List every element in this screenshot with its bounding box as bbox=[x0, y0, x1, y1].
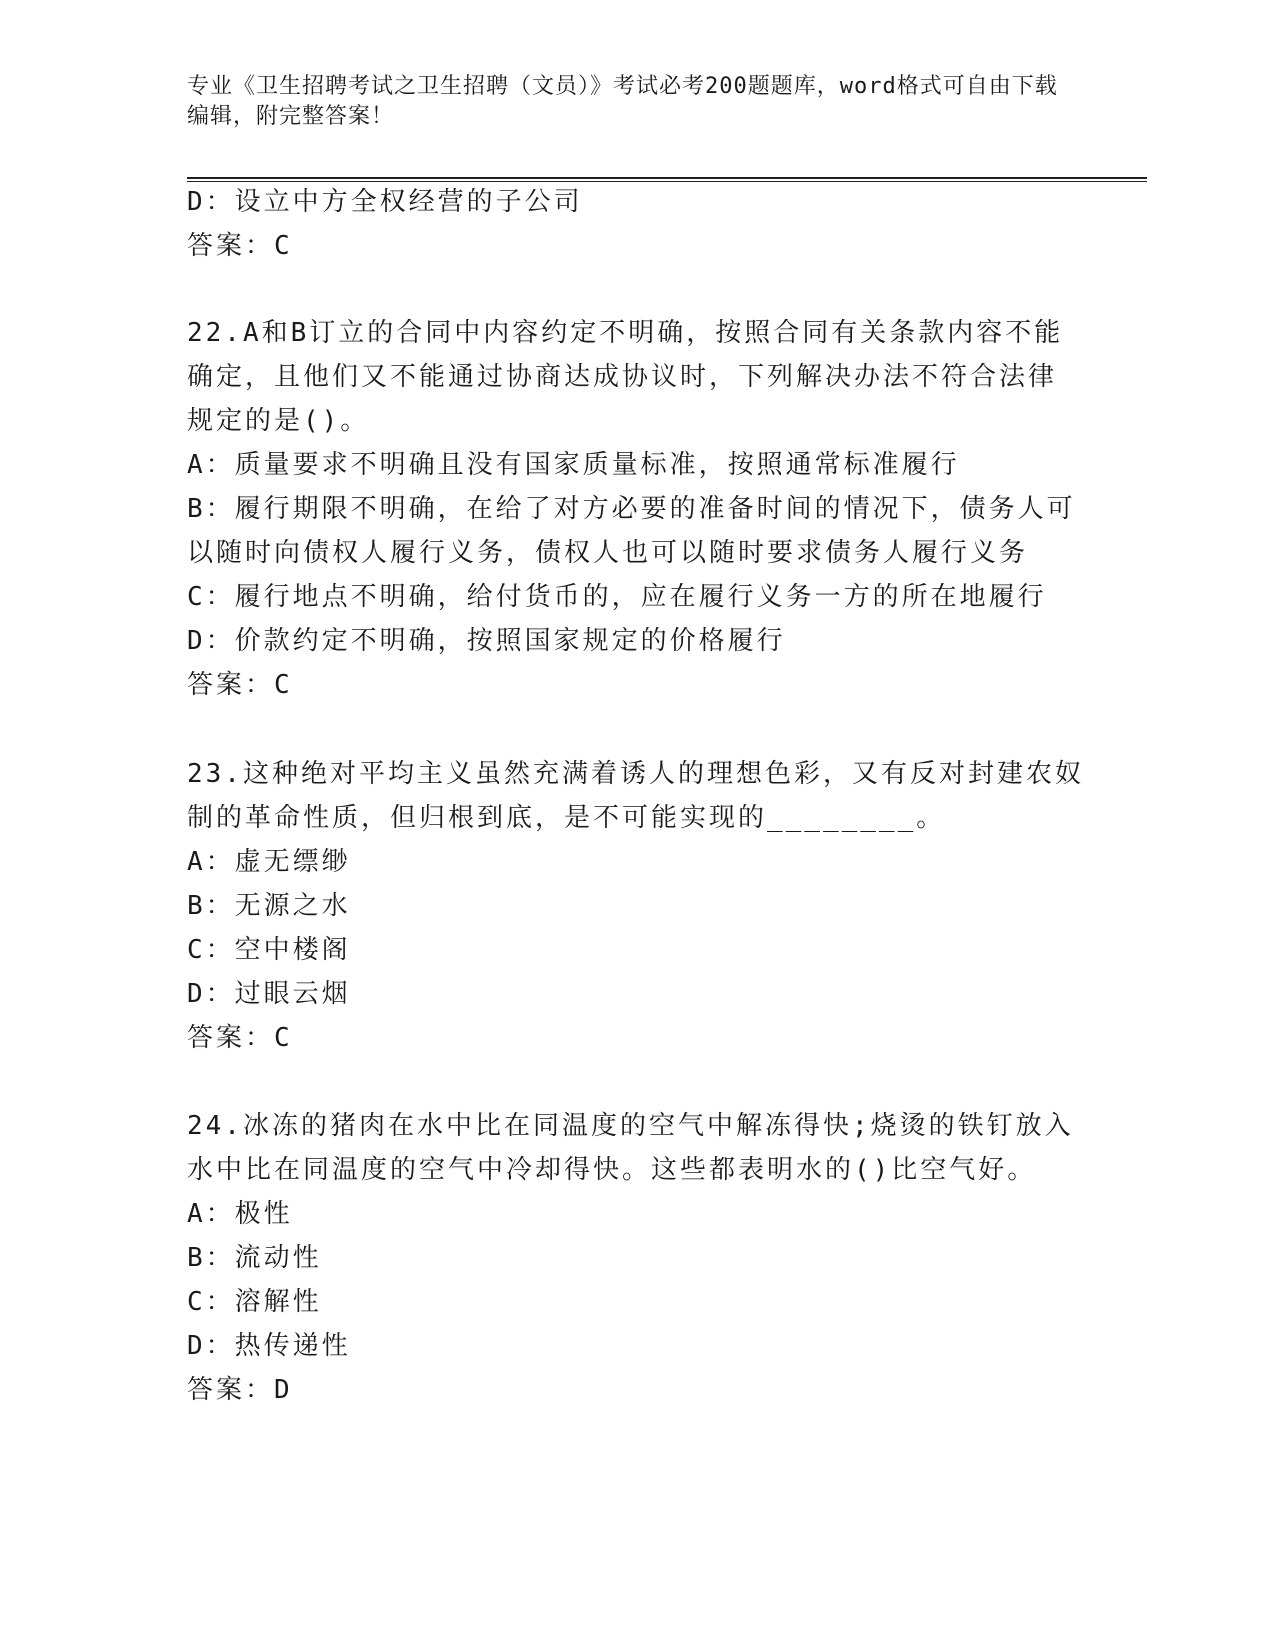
q22-stem-line1: 22.A和B订立的合同中内容约定不明确，按照合同有关条款内容不能 bbox=[187, 318, 1064, 348]
q24-stem-line2: 水中比在同温度的空气中冷却得快。这些都表明水的()比空气好。 bbox=[187, 1155, 1037, 1185]
q22-option-a: A：质量要求不明确且没有国家质量标准，按照通常标准履行 bbox=[187, 450, 960, 480]
q22-option-d: D：价款约定不明确，按照国家规定的价格履行 bbox=[187, 626, 786, 656]
page-header: 专业《卫生招聘考试之卫生招聘（文员）》考试必考200题题库，word格式可自由下载编辑，附完整答案！ bbox=[187, 74, 1058, 129]
q22-stem-line2: 确定，且他们又不能通过协商达成协议时，下列解决办法不符合法律 bbox=[187, 362, 1058, 392]
q24-option-a: A：极性 bbox=[187, 1199, 293, 1229]
q23-option-d: D：过眼云烟 bbox=[187, 979, 351, 1009]
q24-option-c: C：溶解性 bbox=[187, 1287, 322, 1317]
q23-option-c: C：空中楼阁 bbox=[187, 935, 351, 965]
q22-option-c: C：履行地点不明确，给付货币的，应在履行义务一方的所在地履行 bbox=[187, 582, 1047, 612]
q23-answer: 答案：C bbox=[187, 1023, 293, 1053]
prev-option-d: D：设立中方全权经营的子公司 bbox=[187, 187, 583, 217]
q23-stem-line2: 制的革命性质，但归根到底，是不可能实现的________。 bbox=[187, 803, 946, 833]
q22-stem-line3: 规定的是()。 bbox=[187, 406, 370, 436]
q24-answer: 答案：D bbox=[187, 1375, 293, 1405]
q23-option-b: B：无源之水 bbox=[187, 891, 351, 921]
q23-stem-line1: 23.这种绝对平均主义虽然充满着诱人的理想色彩，又有反对封建农奴 bbox=[187, 759, 1084, 789]
q24-option-b: B：流动性 bbox=[187, 1243, 322, 1273]
q24-option-d: D：热传递性 bbox=[187, 1331, 351, 1361]
q22-option-b-line2: 以随时向债权人履行义务，债权人也可以随时要求债务人履行义务 bbox=[187, 538, 1029, 568]
q24-stem-line1: 24.冰冻的猪肉在水中比在同温度的空气中解冻得快;烧烫的铁钉放入 bbox=[187, 1111, 1074, 1141]
prev-answer: 答案：C bbox=[187, 231, 293, 261]
q22-answer: 答案：C bbox=[187, 670, 293, 700]
q22-option-b-line1: B：履行期限不明确，在给了对方必要的准备时间的情况下，债务人可 bbox=[187, 494, 1076, 524]
q23-option-a: A：虚无缥缈 bbox=[187, 847, 351, 877]
